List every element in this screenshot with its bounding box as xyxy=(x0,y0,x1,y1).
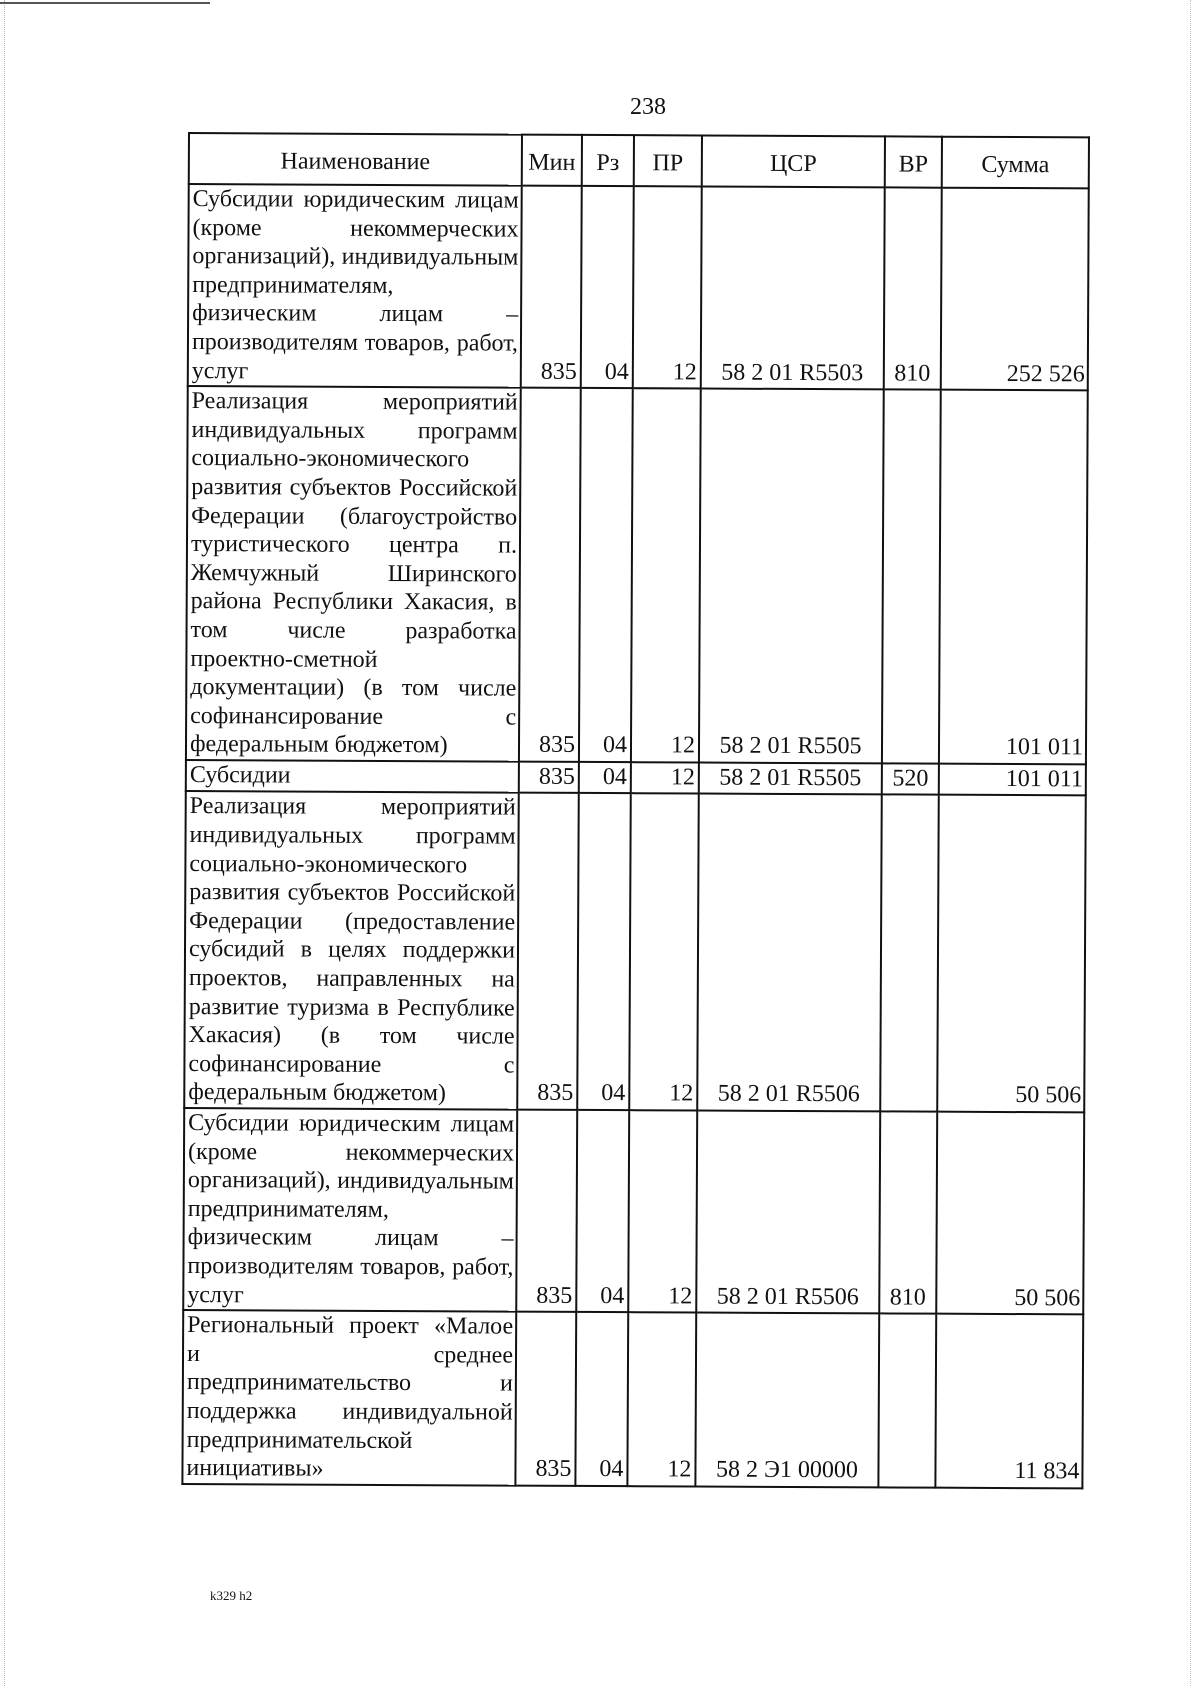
table-row xyxy=(186,386,1088,764)
row-sum: 101 011 xyxy=(939,764,1086,796)
header-pr: ПР xyxy=(634,135,702,186)
row-pr: 12 xyxy=(631,388,701,762)
row-name: Субсидии юридическим лицам (кроме некоммерческих организаций), индивидуальным предпринимателям, физическим лицам – производителям товаров, работ, услуг xyxy=(188,184,522,388)
header-sum: Сумма xyxy=(942,137,1089,189)
row-vr: 810 xyxy=(879,1111,937,1313)
table-row xyxy=(183,1108,1084,1315)
row-csr: 58 2 01 R5503 xyxy=(701,187,885,390)
row-rz: 04 xyxy=(577,793,631,1110)
header-vr: ВР xyxy=(885,136,942,187)
row-name: Региональный проект «Малое и среднее предпринимательство и поддержка индивидуальной предпринимательской инициативы» xyxy=(182,1310,516,1485)
row-csr: 58 2 01 R5505 xyxy=(699,762,882,794)
row-vr: 810 xyxy=(884,187,942,389)
table-row xyxy=(188,184,1089,391)
page-number: 238 xyxy=(630,94,666,120)
row-min: 835 xyxy=(516,1110,577,1312)
row-name: Субсидии xyxy=(186,760,519,793)
row-vr xyxy=(882,390,941,764)
row-vr: 520 xyxy=(882,763,939,795)
row-csr: 58 2 01 R5506 xyxy=(697,794,882,1111)
scan-edge-top xyxy=(0,2,210,5)
row-rz: 04 xyxy=(581,186,634,388)
row-min: 835 xyxy=(519,388,581,762)
row-pr: 12 xyxy=(627,1312,696,1486)
row-min: 835 xyxy=(521,186,582,388)
header-csr: ЦСР xyxy=(702,136,885,188)
row-pr: 12 xyxy=(629,794,699,1111)
table-row xyxy=(186,760,1086,796)
header-rz: Рз xyxy=(582,135,634,186)
header-name: Наименование xyxy=(189,133,522,186)
row-name: Субсидии юридическим лицам (кроме некоммерческих организаций), индивидуальным предпринимателям, физическим лицам – производителям товаров, работ, услуг xyxy=(183,1108,517,1312)
row-csr: 58 2 01 R5505 xyxy=(699,389,884,764)
row-sum: 50 506 xyxy=(936,1112,1084,1315)
scan-edge-right xyxy=(1190,0,1192,1686)
footer-code: k329 h2 xyxy=(210,1588,253,1603)
row-csr: 58 2 01 R5506 xyxy=(696,1111,880,1314)
row-rz: 04 xyxy=(575,1312,628,1486)
table-row xyxy=(184,791,1086,1112)
row-sum: 252 526 xyxy=(941,188,1089,391)
table-row xyxy=(182,1310,1083,1488)
row-vr xyxy=(878,1314,936,1488)
row-sum: 50 506 xyxy=(937,795,1086,1112)
scan-edge-left xyxy=(4,0,6,1686)
row-min: 835 xyxy=(515,1312,576,1486)
row-rz: 04 xyxy=(579,388,633,762)
row-rz: 04 xyxy=(576,1110,629,1312)
row-sum: 11 834 xyxy=(935,1314,1083,1488)
row-pr: 12 xyxy=(631,762,699,794)
row-sum: 101 011 xyxy=(939,390,1088,764)
header-min: Мин xyxy=(522,135,582,186)
row-pr: 12 xyxy=(633,186,702,388)
row-min: 835 xyxy=(517,793,579,1110)
row-csr: 58 2 Э1 00000 xyxy=(695,1313,879,1487)
row-name: Реализация мероприятий индивидуальных программ социально-экономического развития субъектов Российской Федерации (благоустройство туристического центра п. Жемчужный Ширинского района Республики Хакасия, в том числе разработка проектно-сметной документации) (в том числе софинансирование с федеральным бюджетом) xyxy=(186,386,521,761)
row-vr xyxy=(880,795,939,1112)
row-min: 835 xyxy=(519,761,579,793)
row-pr: 12 xyxy=(628,1110,697,1312)
budget-table xyxy=(181,132,1090,1489)
row-rz: 04 xyxy=(579,762,631,794)
row-name: Реализация мероприятий индивидуальных программ социально-экономического развития субъектов Российской Федерации (предоставление субсидий в целях поддержки проектов, направленных на развитие туризма в Республике Хакасия) (в том числе софинансирование с федеральным бюджетом) xyxy=(184,791,519,1109)
table-header-row xyxy=(189,133,1089,188)
